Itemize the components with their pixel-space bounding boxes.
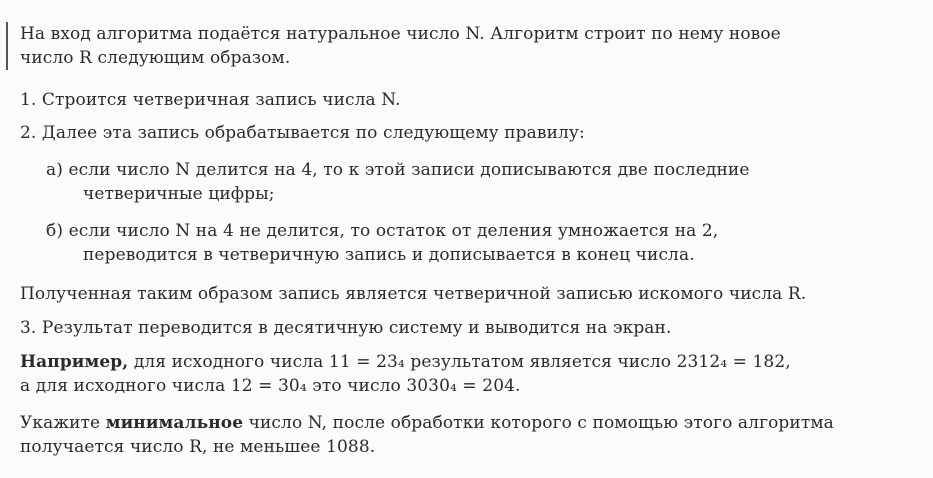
question-start: Укажите [20,413,101,433]
example-line-1 [20,350,791,374]
rule-b-line-1: б) если число N на 4 не делится, то остаток от деления умножается на 2, [46,221,719,241]
intro-line-2: число R следующим образом. [20,48,291,68]
example-line-2: а для исходного числа 12 = 30₄ это число 3030₄ = 204. [20,376,521,396]
rule-a-line-1: а) если число N делится на 4, то к этой записи дописываются две последние [46,160,750,180]
question-line-1-text: число N, после обработки которого с помощью этого алгоритма [248,413,834,433]
question-emphasis: минимальное [105,413,244,433]
example-line-1-text: для исходного числа 11 = 23₄ результатом является число 2312₄ = 182, [133,352,791,372]
result-note: Полученная таким образом запись является четверичной записью искомого числа R. [20,284,807,304]
question-line-1 [20,411,834,435]
margin-line [6,22,8,70]
rule-b-line-2: переводится в четверичную запись и дописывается в конец числа. [83,245,695,265]
question-line-2: получается число R, не меньшее 1088. [20,437,376,457]
step-3: 3. Результат переводится в десятичную систему и выводится на экран. [20,318,672,338]
step-2: 2. Далее эта запись обрабатывается по следующему правилу: [20,123,585,143]
example-label: Например, [20,352,129,372]
rule-a-line-2: четверичные цифры; [83,184,275,204]
intro-line-1: На вход алгоритма подаётся натуральное число N. Алгоритм строит по нему новое [20,24,781,44]
step-1: 1. Строится четверичная запись числа N. [20,90,401,110]
